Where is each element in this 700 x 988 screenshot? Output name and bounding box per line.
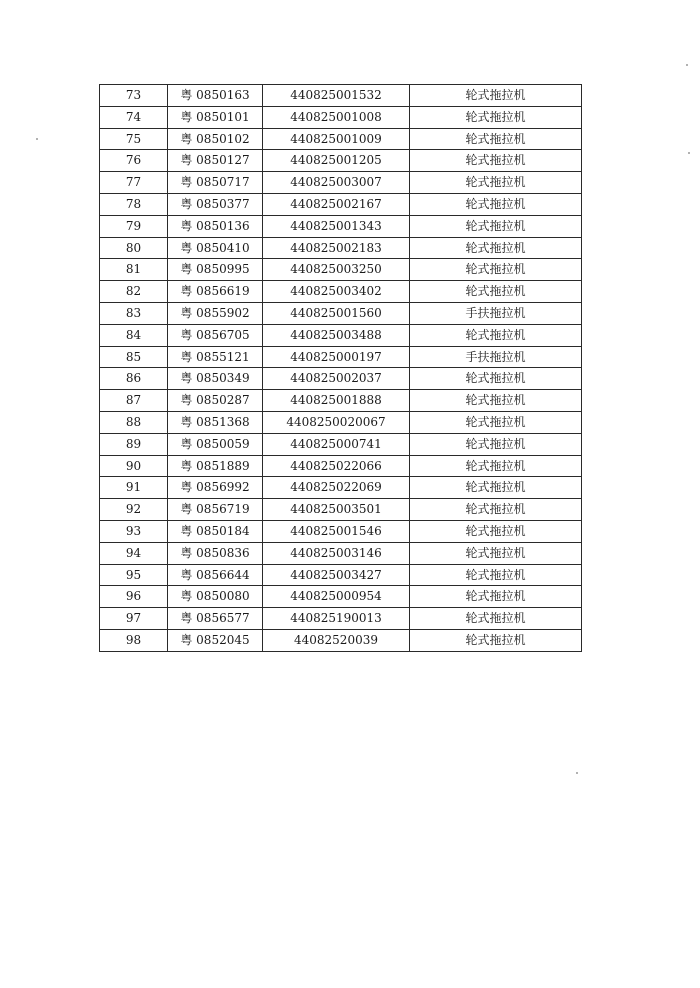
table-row	[100, 106, 582, 128]
serial-number-cell: 77	[100, 172, 168, 194]
license-plate-cell: 粤 0856619	[168, 281, 263, 303]
table-row	[100, 542, 582, 564]
registration-code-cell: 44082520039	[263, 629, 410, 651]
table-row	[100, 390, 582, 412]
license-plate-cell: 粤 0856577	[168, 608, 263, 630]
serial-number-cell: 90	[100, 455, 168, 477]
table-row	[100, 324, 582, 346]
table-row	[100, 281, 582, 303]
license-plate-cell: 粤 0855902	[168, 302, 263, 324]
registration-code-cell: 440825001560	[263, 302, 410, 324]
vehicle-type-cell: 轮式拖拉机	[410, 85, 582, 107]
license-plate-cell: 粤 0850101	[168, 106, 263, 128]
license-plate-cell: 粤 0856719	[168, 499, 263, 521]
registration-code-cell: 440825003427	[263, 564, 410, 586]
table-row	[100, 608, 582, 630]
table-row	[100, 128, 582, 150]
vehicle-type-cell: 手扶拖拉机	[410, 346, 582, 368]
vehicle-type-cell: 轮式拖拉机	[410, 629, 582, 651]
serial-number-cell: 85	[100, 346, 168, 368]
serial-number-cell: 93	[100, 520, 168, 542]
table-row	[100, 520, 582, 542]
vehicle-type-cell: 轮式拖拉机	[410, 172, 582, 194]
license-plate-cell: 粤 0850059	[168, 433, 263, 455]
license-plate-cell: 粤 0850127	[168, 150, 263, 172]
vehicle-type-cell: 轮式拖拉机	[410, 564, 582, 586]
vehicle-type-cell: 轮式拖拉机	[410, 259, 582, 281]
vehicle-type-cell: 轮式拖拉机	[410, 106, 582, 128]
scan-speck	[36, 138, 38, 140]
vehicle-type-cell: 轮式拖拉机	[410, 586, 582, 608]
table-row	[100, 85, 582, 107]
table-row	[100, 150, 582, 172]
license-plate-cell: 粤 0851368	[168, 411, 263, 433]
serial-number-cell: 94	[100, 542, 168, 564]
license-plate-cell: 粤 0850136	[168, 215, 263, 237]
scan-speck	[576, 772, 578, 774]
registry-table-body	[100, 85, 582, 652]
vehicle-type-cell: 轮式拖拉机	[410, 433, 582, 455]
table-row	[100, 477, 582, 499]
vehicle-type-cell: 轮式拖拉机	[410, 237, 582, 259]
serial-number-cell: 80	[100, 237, 168, 259]
vehicle-type-cell: 轮式拖拉机	[410, 390, 582, 412]
registration-code-cell: 440825002167	[263, 193, 410, 215]
serial-number-cell: 76	[100, 150, 168, 172]
vehicle-type-cell: 轮式拖拉机	[410, 477, 582, 499]
license-plate-cell: 粤 0851889	[168, 455, 263, 477]
serial-number-cell: 79	[100, 215, 168, 237]
serial-number-cell: 97	[100, 608, 168, 630]
license-plate-cell: 粤 0850995	[168, 259, 263, 281]
registration-code-cell: 440825001343	[263, 215, 410, 237]
vehicle-type-cell: 轮式拖拉机	[410, 455, 582, 477]
serial-number-cell: 89	[100, 433, 168, 455]
license-plate-cell: 粤 0850287	[168, 390, 263, 412]
license-plate-cell: 粤 0856644	[168, 564, 263, 586]
vehicle-type-cell: 手扶拖拉机	[410, 302, 582, 324]
registration-code-cell: 440825003488	[263, 324, 410, 346]
table-row	[100, 455, 582, 477]
vehicle-type-cell: 轮式拖拉机	[410, 215, 582, 237]
serial-number-cell: 86	[100, 368, 168, 390]
serial-number-cell: 73	[100, 85, 168, 107]
vehicle-type-cell: 轮式拖拉机	[410, 608, 582, 630]
table-row	[100, 629, 582, 651]
registration-code-cell: 440825022066	[263, 455, 410, 477]
tractor-registry-table	[99, 84, 582, 652]
registration-code-cell: 440825001888	[263, 390, 410, 412]
serial-number-cell: 82	[100, 281, 168, 303]
table-row	[100, 564, 582, 586]
serial-number-cell: 75	[100, 128, 168, 150]
registration-code-cell: 440825003501	[263, 499, 410, 521]
registration-code-cell: 440825001532	[263, 85, 410, 107]
license-plate-cell: 粤 0850080	[168, 586, 263, 608]
registration-code-cell: 4408250020067	[263, 411, 410, 433]
registration-code-cell: 440825001205	[263, 150, 410, 172]
serial-number-cell: 96	[100, 586, 168, 608]
registration-code-cell: 440825002037	[263, 368, 410, 390]
serial-number-cell: 74	[100, 106, 168, 128]
table-row	[100, 346, 582, 368]
license-plate-cell: 粤 0850184	[168, 520, 263, 542]
serial-number-cell: 81	[100, 259, 168, 281]
serial-number-cell: 95	[100, 564, 168, 586]
serial-number-cell: 78	[100, 193, 168, 215]
serial-number-cell: 83	[100, 302, 168, 324]
serial-number-cell: 88	[100, 411, 168, 433]
registration-code-cell: 440825022069	[263, 477, 410, 499]
table-row	[100, 193, 582, 215]
registration-code-cell: 440825002183	[263, 237, 410, 259]
registration-code-cell: 440825003402	[263, 281, 410, 303]
registration-code-cell: 440825003007	[263, 172, 410, 194]
vehicle-type-cell: 轮式拖拉机	[410, 542, 582, 564]
vehicle-type-cell: 轮式拖拉机	[410, 281, 582, 303]
table-row	[100, 302, 582, 324]
serial-number-cell: 98	[100, 629, 168, 651]
registration-code-cell: 440825190013	[263, 608, 410, 630]
license-plate-cell: 粤 0850163	[168, 85, 263, 107]
registration-code-cell: 440825000741	[263, 433, 410, 455]
table-row	[100, 499, 582, 521]
table-row	[100, 411, 582, 433]
registration-code-cell: 440825003250	[263, 259, 410, 281]
license-plate-cell: 粤 0856992	[168, 477, 263, 499]
table-row	[100, 259, 582, 281]
license-plate-cell: 粤 0850410	[168, 237, 263, 259]
registration-code-cell: 440825000954	[263, 586, 410, 608]
license-plate-cell: 粤 0852045	[168, 629, 263, 651]
vehicle-type-cell: 轮式拖拉机	[410, 520, 582, 542]
vehicle-type-cell: 轮式拖拉机	[410, 324, 582, 346]
registration-code-cell: 440825001008	[263, 106, 410, 128]
registration-code-cell: 440825000197	[263, 346, 410, 368]
scan-speck	[688, 152, 690, 154]
vehicle-type-cell: 轮式拖拉机	[410, 499, 582, 521]
license-plate-cell: 粤 0850349	[168, 368, 263, 390]
vehicle-type-cell: 轮式拖拉机	[410, 128, 582, 150]
table-row	[100, 368, 582, 390]
table-row	[100, 215, 582, 237]
serial-number-cell: 91	[100, 477, 168, 499]
license-plate-cell: 粤 0856705	[168, 324, 263, 346]
license-plate-cell: 粤 0850717	[168, 172, 263, 194]
license-plate-cell: 粤 0855121	[168, 346, 263, 368]
serial-number-cell: 87	[100, 390, 168, 412]
license-plate-cell: 粤 0850377	[168, 193, 263, 215]
scan-speck	[686, 64, 688, 66]
serial-number-cell: 92	[100, 499, 168, 521]
table-row	[100, 237, 582, 259]
license-plate-cell: 粤 0850102	[168, 128, 263, 150]
table-row	[100, 433, 582, 455]
license-plate-cell: 粤 0850836	[168, 542, 263, 564]
registration-code-cell: 440825001009	[263, 128, 410, 150]
vehicle-type-cell: 轮式拖拉机	[410, 368, 582, 390]
serial-number-cell: 84	[100, 324, 168, 346]
table-row	[100, 586, 582, 608]
table-row	[100, 172, 582, 194]
vehicle-type-cell: 轮式拖拉机	[410, 150, 582, 172]
registration-code-cell: 440825001546	[263, 520, 410, 542]
registration-code-cell: 440825003146	[263, 542, 410, 564]
vehicle-type-cell: 轮式拖拉机	[410, 193, 582, 215]
vehicle-type-cell: 轮式拖拉机	[410, 411, 582, 433]
